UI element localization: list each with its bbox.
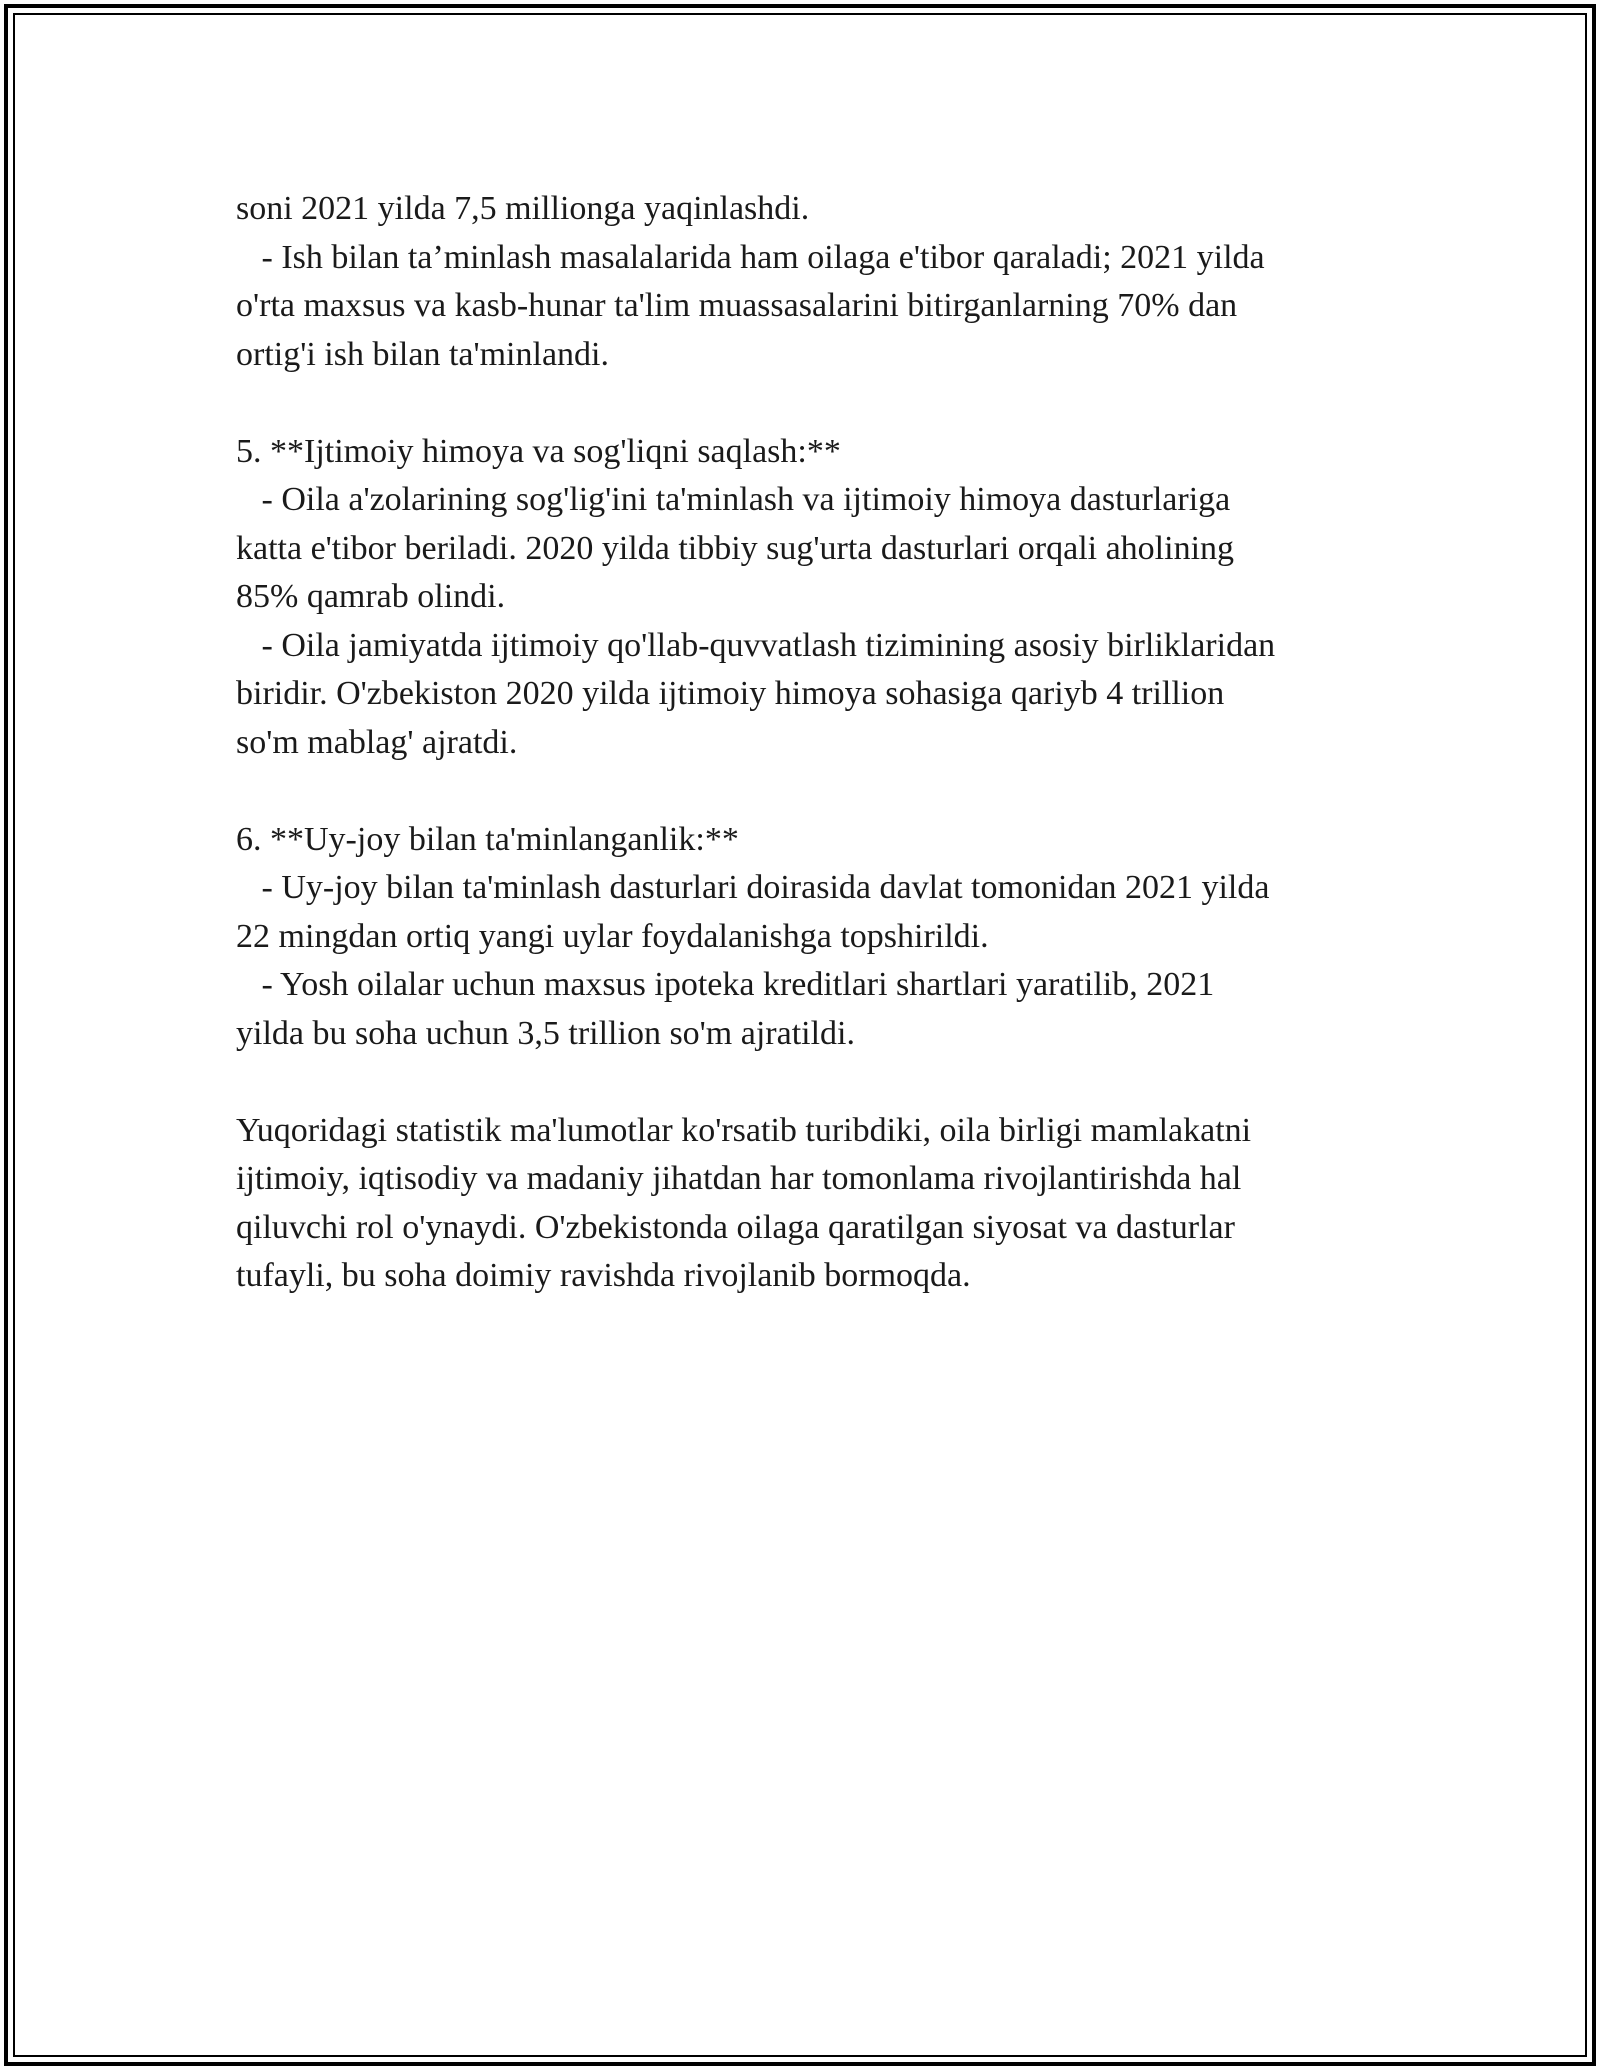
text-line: ortig'i ish bilan ta'minlandi. <box>236 335 609 373</box>
blank-line <box>236 379 1366 428</box>
conclusion-line: tufayli, bu soha doimiy ravishda rivojlanib bormoqda. <box>236 1257 971 1294</box>
text-line: biridir. O'zbekiston 2020 yilda ijtimoiy himoya sohasiga qariyb 4 trillion <box>236 675 1225 712</box>
conclusion-line: Yuqoridagi statistik ma'lumotlar ko'rsatib turibdiki, oila birligi mamlakatni <box>236 1111 1252 1149</box>
text-line: 85% qamrab olindi. <box>236 578 506 615</box>
text-line: - Oila jamiyatda ijtimoiy qo'llab-quvvatlash tizimining asosiy birliklaridan <box>236 626 1276 664</box>
conclusion-line: qiluvchi rol o'ynaydi. O'zbekistonda oilaga qaratilgan siyosat va dasturlar <box>236 1208 1235 1246</box>
conclusion-line: ijtimoiy, iqtisodiy va madaniy jihatdan har tomonlama rivojlantirishda hal <box>236 1160 1242 1197</box>
text-line: o'rta maxsus va kasb-hunar ta'lim muassasalarini bitirganlarning 70% dan <box>236 287 1238 324</box>
text-line: so'm mablag' ajratdi. <box>236 723 518 761</box>
blank-line <box>236 1058 1366 1107</box>
text-line: soni 2021 yilda 7,5 millionga yaqinlashdi. <box>236 190 810 227</box>
text-line: - Uy-joy bilan ta'minlash dasturlari doirasida davlat tomonidan 2021 yilda <box>236 869 1270 906</box>
text-line: katta e'tibor beriladi. 2020 yilda tibbiy sug'urta dasturlari orqali aholining <box>236 529 1235 567</box>
blank-line <box>236 767 1366 816</box>
text-line: - Yosh oilalar uchun maxsus ipoteka kreditlari shartlari yaratilib, 2021 <box>236 966 1215 1003</box>
section-heading: 5. **Ijtimoiy himoya va sog'liqni saqlash:** <box>236 432 841 470</box>
section-heading: 6. **Uy-joy bilan ta'minlanganlik:** <box>236 820 739 858</box>
text-line: - Oila a'zolarining sog'lig'ini ta'minlash va ijtimoiy himoya dasturlariga <box>236 481 1231 518</box>
document-body <box>236 185 1366 1301</box>
text-line: 22 mingdan ortiq yangi uylar foydalanishga topshirildi. <box>236 917 989 955</box>
text-line: - Ish bilan ta’minlash masalalarida ham oilaga e'tibor qaraladi; 2021 yilda <box>236 238 1265 276</box>
text-line: yilda bu soha uchun 3,5 trillion so'm ajratildi. <box>236 1014 855 1052</box>
